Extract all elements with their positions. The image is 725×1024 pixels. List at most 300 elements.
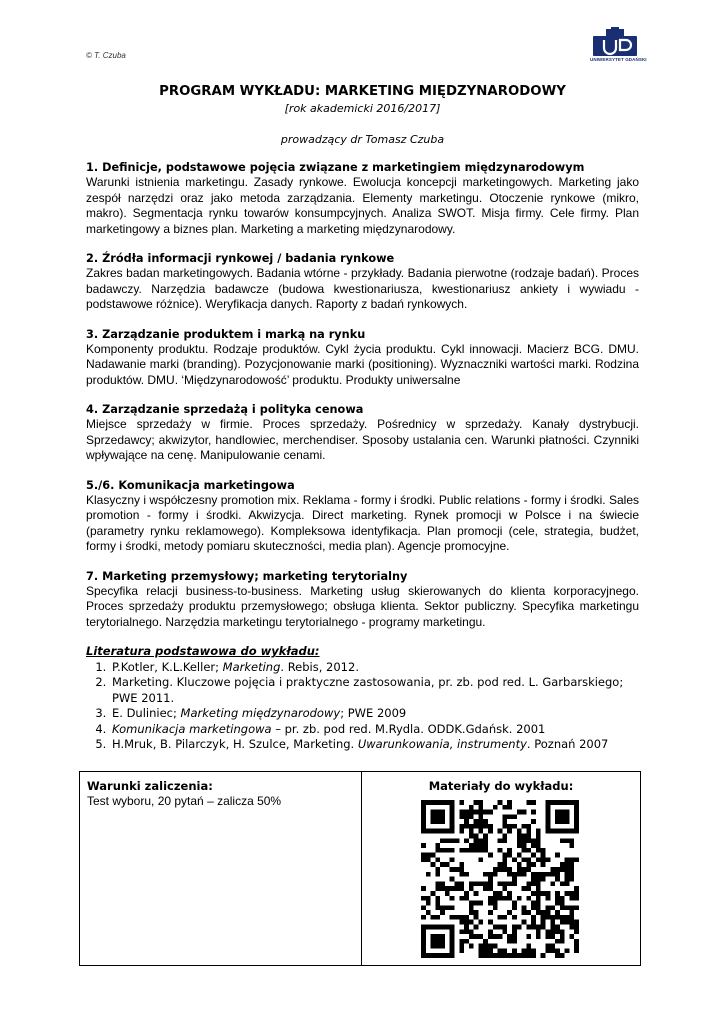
qr-module	[569, 877, 574, 882]
qr-module	[574, 819, 579, 824]
qr-module	[478, 848, 483, 853]
qr-module	[517, 853, 522, 858]
qr-module	[498, 915, 503, 920]
qr-module	[522, 834, 527, 839]
qr-module	[421, 843, 426, 848]
qr-module	[560, 905, 565, 910]
lit-title: Marketing	[222, 659, 281, 674]
qr-module	[565, 838, 570, 843]
qr-module	[478, 843, 483, 848]
qr-module	[507, 881, 512, 886]
qr-module	[560, 915, 565, 920]
qr-module	[421, 814, 426, 819]
qr-module	[488, 953, 493, 958]
qr-module	[455, 915, 460, 920]
qr-module	[550, 915, 555, 920]
qr-module	[474, 800, 479, 805]
qr-module	[450, 805, 455, 810]
qr-module	[459, 944, 464, 949]
qr-module	[517, 829, 522, 834]
qr-module	[536, 910, 541, 915]
qr-module	[493, 896, 498, 901]
qr-module	[464, 924, 469, 929]
qr-module	[531, 915, 536, 920]
qr-module	[431, 953, 436, 958]
qr-module	[550, 872, 555, 877]
qr-module	[459, 881, 464, 886]
qr-module	[440, 905, 445, 910]
qr-module	[531, 819, 536, 824]
qr-module	[526, 862, 531, 867]
qr-module	[522, 848, 527, 853]
qr-module	[431, 800, 436, 805]
qr-module	[469, 843, 474, 848]
qr-module	[426, 872, 431, 877]
qr-module	[421, 819, 426, 824]
qr-module	[526, 881, 531, 886]
qr-module	[435, 857, 440, 862]
section-body: Miejsce sprzedaży w firmie. Proces sprzedaży. Pośrednicy w sprzedaży. Kanały dystrybucji. Sprzedawcy; akwizytor, handlowiec, merchendiser. Sposoby ustalania cen. Warunki płatności. Czynniki wpływające na cenę. Manipulowanie cenami.	[86, 417, 639, 462]
qr-module	[507, 824, 512, 829]
qr-module	[445, 891, 450, 896]
qr-module	[569, 910, 574, 915]
qr-module	[469, 901, 474, 906]
qr-module	[478, 948, 483, 953]
qr-module	[531, 924, 536, 929]
qr-module	[502, 824, 507, 829]
qr-module	[421, 944, 426, 949]
qr-module	[512, 872, 517, 877]
qr-module	[574, 810, 579, 815]
qr-module	[488, 920, 493, 925]
qr-module	[469, 929, 474, 934]
qr-module	[474, 843, 479, 848]
qr-module	[474, 838, 479, 843]
qr-module	[560, 920, 565, 925]
qr-module	[498, 953, 503, 958]
qr-module	[517, 896, 522, 901]
qr-module	[502, 857, 507, 862]
qr-module	[560, 953, 565, 958]
section-body: Klasyczny i współczesny promotion mix. Reklama - formy i środki. Public relations - formy i środki. Sales promotion - formy i środki. Akwizycja. Direct marketing. Rynek promocji w Polsce i na świecie (parametry rynku reklamowego). Kompleksowa identyfikacja. Plan promocji (cele, strategia, budżet, formy i środki, metody pomiaru skuteczności, media plan). Agencje promocyjne.	[86, 492, 639, 553]
qr-module	[474, 810, 479, 815]
qr-module	[498, 881, 503, 886]
qr-module	[435, 819, 440, 824]
qr-module	[464, 824, 469, 829]
qr-module	[435, 843, 440, 848]
section-4	[86, 402, 639, 464]
qr-module	[507, 891, 512, 896]
qr-module	[421, 896, 426, 901]
qr-module	[555, 853, 560, 858]
qr-module	[474, 915, 479, 920]
qr-module	[450, 848, 455, 853]
qr-module	[431, 814, 436, 819]
qr-module	[421, 929, 426, 934]
qr-module	[574, 929, 579, 934]
qr-module	[569, 915, 574, 920]
qr-module	[545, 872, 550, 877]
qr-module	[545, 819, 550, 824]
qr-module	[512, 929, 517, 934]
qr-module	[545, 810, 550, 815]
qr-module	[512, 881, 517, 886]
qr-module	[474, 924, 479, 929]
qr-module	[526, 857, 531, 862]
qr-module	[469, 886, 474, 891]
qr-module	[536, 886, 541, 891]
qr-module	[512, 857, 517, 862]
qr-module	[445, 829, 450, 834]
qr-module	[498, 934, 503, 939]
materials-heading: Materiały do wykładu:	[428, 779, 574, 793]
qr-module	[455, 867, 460, 872]
qr-module	[512, 924, 517, 929]
section-3	[86, 327, 639, 389]
qr-module	[565, 867, 570, 872]
qr-module	[474, 901, 479, 906]
qr-module	[431, 891, 436, 896]
qr-module	[555, 891, 560, 896]
qr-module	[426, 901, 431, 906]
qr-module	[450, 877, 455, 882]
qr-module	[536, 877, 541, 882]
qr-module	[545, 905, 550, 910]
qr-module	[455, 881, 460, 886]
qr-module	[498, 948, 503, 953]
qr-module	[426, 829, 431, 834]
qr-module	[474, 834, 479, 839]
qr-module	[526, 829, 531, 834]
qr-module	[522, 857, 527, 862]
qr-module	[488, 810, 493, 815]
qr-module	[435, 872, 440, 877]
qr-module	[560, 867, 565, 872]
literature-heading: Literatura podstawowa do wykładu:	[86, 644, 320, 658]
qr-module	[522, 910, 527, 915]
qr-module	[560, 810, 565, 815]
qr-module	[512, 953, 517, 958]
qr-module	[498, 829, 503, 834]
qr-module	[459, 896, 464, 901]
qr-module	[483, 848, 488, 853]
lit-text: . Poznań 2007	[526, 737, 609, 751]
qr-module	[531, 891, 536, 896]
qr-module	[450, 867, 455, 872]
qr-module	[565, 857, 570, 862]
qr-module	[502, 929, 507, 934]
qr-module	[517, 924, 522, 929]
qr-module	[569, 920, 574, 925]
qr-module	[464, 872, 469, 877]
qr-module	[493, 901, 498, 906]
qr-module	[555, 915, 560, 920]
qr-module	[555, 896, 560, 901]
qr-module	[522, 872, 527, 877]
qr-module	[555, 829, 560, 834]
qr-module	[565, 920, 570, 925]
qr-module	[550, 920, 555, 925]
qr-module	[507, 872, 512, 877]
lit-text: . Rebis, 2012.	[280, 659, 359, 674]
qr-module	[464, 810, 469, 815]
qr-module	[493, 867, 498, 872]
qr-module	[440, 829, 445, 834]
qr-module	[474, 824, 479, 829]
qr-module	[522, 838, 527, 843]
qr-module	[431, 819, 436, 824]
qr-module	[545, 934, 550, 939]
qr-module	[431, 853, 436, 858]
qr-module	[488, 824, 493, 829]
qr-module	[493, 891, 498, 896]
qr-module	[565, 819, 570, 824]
qr-module	[512, 915, 517, 920]
qr-module	[483, 939, 488, 944]
lit-text: – pr. zb. pod red. M.Rydla. ODDK.Gdańsk. 2001	[271, 721, 546, 736]
qr-module	[531, 877, 536, 882]
qr-module	[464, 939, 469, 944]
qr-module	[469, 881, 474, 886]
qr-module	[488, 896, 493, 901]
qr-module	[483, 838, 488, 843]
qr-module	[541, 920, 546, 925]
qr-module	[531, 901, 536, 906]
qr-module	[445, 838, 450, 843]
qr-module	[555, 867, 560, 872]
qr-module	[450, 810, 455, 815]
literature-list	[86, 660, 626, 753]
qr-module	[555, 800, 560, 805]
qr-module	[569, 872, 574, 877]
qr-module	[450, 934, 455, 939]
qr-module	[574, 896, 579, 901]
section-7	[86, 569, 639, 631]
qr-module	[431, 944, 436, 949]
qr-module	[435, 944, 440, 949]
qr-module	[517, 838, 522, 843]
qr-module	[488, 910, 493, 915]
qr-module	[507, 829, 512, 834]
qr-module	[440, 944, 445, 949]
qr-module	[526, 924, 531, 929]
qr-module	[421, 829, 426, 834]
qr-module	[450, 838, 455, 843]
qr-module	[469, 934, 474, 939]
qr-module	[459, 920, 464, 925]
qr-module	[426, 953, 431, 958]
qr-module	[488, 881, 493, 886]
qr-module	[574, 886, 579, 891]
qr-module	[440, 939, 445, 944]
qr-module	[421, 800, 426, 805]
qr-module	[536, 848, 541, 853]
qr-module	[493, 934, 498, 939]
qr-module	[464, 819, 469, 824]
qr-module	[459, 915, 464, 920]
lecture-sections	[86, 160, 639, 644]
qr-module	[464, 915, 469, 920]
qr-module	[550, 867, 555, 872]
qr-module	[550, 905, 555, 910]
qr-module	[531, 881, 536, 886]
qr-module	[459, 867, 464, 872]
qr-module	[469, 910, 474, 915]
qr-module	[550, 934, 555, 939]
qr-module	[478, 934, 483, 939]
qr-module	[459, 886, 464, 891]
qr-module	[450, 857, 455, 862]
qr-module	[565, 905, 570, 910]
qr-module	[483, 834, 488, 839]
qr-module	[545, 891, 550, 896]
qr-module	[435, 867, 440, 872]
qr-module	[450, 814, 455, 819]
qr-module	[565, 877, 570, 882]
qr-module	[555, 877, 560, 882]
qr-module	[502, 862, 507, 867]
qr-module	[498, 800, 503, 805]
qr-module	[440, 838, 445, 843]
qr-module	[459, 800, 464, 805]
qr-module	[531, 800, 536, 805]
literature-item	[110, 660, 626, 676]
qr-module	[536, 829, 541, 834]
qr-module	[431, 934, 436, 939]
qr-module	[565, 829, 570, 834]
qr-module	[498, 838, 503, 843]
qr-module	[541, 953, 546, 958]
qr-module	[450, 939, 455, 944]
qr-module	[435, 848, 440, 853]
section-body: Specyfika relacji business-to-business. Marketing usług skierowanych do klienta korporacyjnego. Proces sprzedaży produktu przemysłowego; obsługa klienta. Sektor publiczny. Specyfika marketingu terytorialnego. Narzędzia marketingu terytorialnego - programy marketingu.	[86, 583, 639, 629]
qr-module	[445, 848, 450, 853]
qr-module	[431, 915, 436, 920]
qr-module	[565, 814, 570, 819]
qr-module	[517, 867, 522, 872]
qr-module	[545, 915, 550, 920]
qr-module	[526, 867, 531, 872]
qr-module	[435, 814, 440, 819]
qr-module	[526, 834, 531, 839]
section-5-6	[86, 478, 639, 555]
qr-module	[445, 953, 450, 958]
qr-module	[450, 829, 455, 834]
qr-module	[574, 800, 579, 805]
qr-module	[536, 838, 541, 843]
qr-module	[478, 881, 483, 886]
qr-module	[541, 910, 546, 915]
qr-module	[426, 800, 431, 805]
qr-module	[531, 872, 536, 877]
qr-module	[450, 896, 455, 901]
qr-module	[502, 924, 507, 929]
qr-module	[536, 901, 541, 906]
qr-module	[421, 939, 426, 944]
qr-module	[450, 824, 455, 829]
qr-module	[560, 901, 565, 906]
qr-module	[560, 896, 565, 901]
qr-module	[507, 853, 512, 858]
qr-module	[450, 800, 455, 805]
qr-module	[517, 843, 522, 848]
qr-module	[488, 948, 493, 953]
qr-module	[440, 953, 445, 958]
qr-module	[421, 953, 426, 958]
qr-module	[464, 929, 469, 934]
qr-module	[488, 877, 493, 882]
qr-module	[522, 905, 527, 910]
qr-module	[574, 805, 579, 810]
literature-item	[110, 737, 626, 753]
qr-module	[522, 953, 527, 958]
qr-module	[421, 805, 426, 810]
qr-module	[569, 829, 574, 834]
qr-module	[478, 814, 483, 819]
qr-module	[502, 819, 507, 824]
qr-module	[435, 924, 440, 929]
qr-module	[478, 857, 483, 862]
qr-module	[536, 924, 541, 929]
materials-cell	[362, 779, 640, 794]
qr-module	[550, 881, 555, 886]
qr-module	[569, 934, 574, 939]
qr-module	[426, 896, 431, 901]
section-heading: 2. Źródła informacji rynkowej / badania rynkowe	[86, 252, 395, 265]
qr-module	[435, 800, 440, 805]
qr-module	[545, 814, 550, 819]
qr-module	[440, 886, 445, 891]
page-title: PROGRAM WYKŁADU: MARKETING MIĘDZYNARODOWY	[159, 84, 566, 99]
qr-module	[536, 872, 541, 877]
qr-module	[565, 872, 570, 877]
qr-code-icon[interactable]	[421, 800, 579, 958]
qr-module	[541, 872, 546, 877]
qr-module	[478, 944, 483, 949]
qr-module	[536, 834, 541, 839]
qr-module	[560, 829, 565, 834]
qr-module	[502, 915, 507, 920]
qr-module	[464, 891, 469, 896]
qr-module	[545, 805, 550, 810]
qr-module	[526, 800, 531, 805]
qr-module	[445, 905, 450, 910]
qr-module	[478, 901, 483, 906]
qr-module	[464, 848, 469, 853]
qr-module	[531, 920, 536, 925]
qr-module	[560, 881, 565, 886]
qr-module	[483, 824, 488, 829]
qr-module	[574, 948, 579, 953]
qr-module	[569, 891, 574, 896]
qr-module	[536, 843, 541, 848]
qr-module	[483, 872, 488, 877]
qr-module	[526, 848, 531, 853]
qr-module	[445, 862, 450, 867]
qr-module	[421, 934, 426, 939]
qr-module	[488, 886, 493, 891]
section-heading: 7. Marketing przemysłowy; marketing terytorialny	[86, 569, 408, 583]
qr-module	[469, 944, 474, 949]
qr-module	[440, 819, 445, 824]
qr-module	[426, 910, 431, 915]
qr-module	[507, 814, 512, 819]
qr-module	[474, 910, 479, 915]
conditions-cell	[87, 779, 357, 809]
qr-module	[541, 915, 546, 920]
qr-module	[502, 953, 507, 958]
qr-module	[526, 910, 531, 915]
